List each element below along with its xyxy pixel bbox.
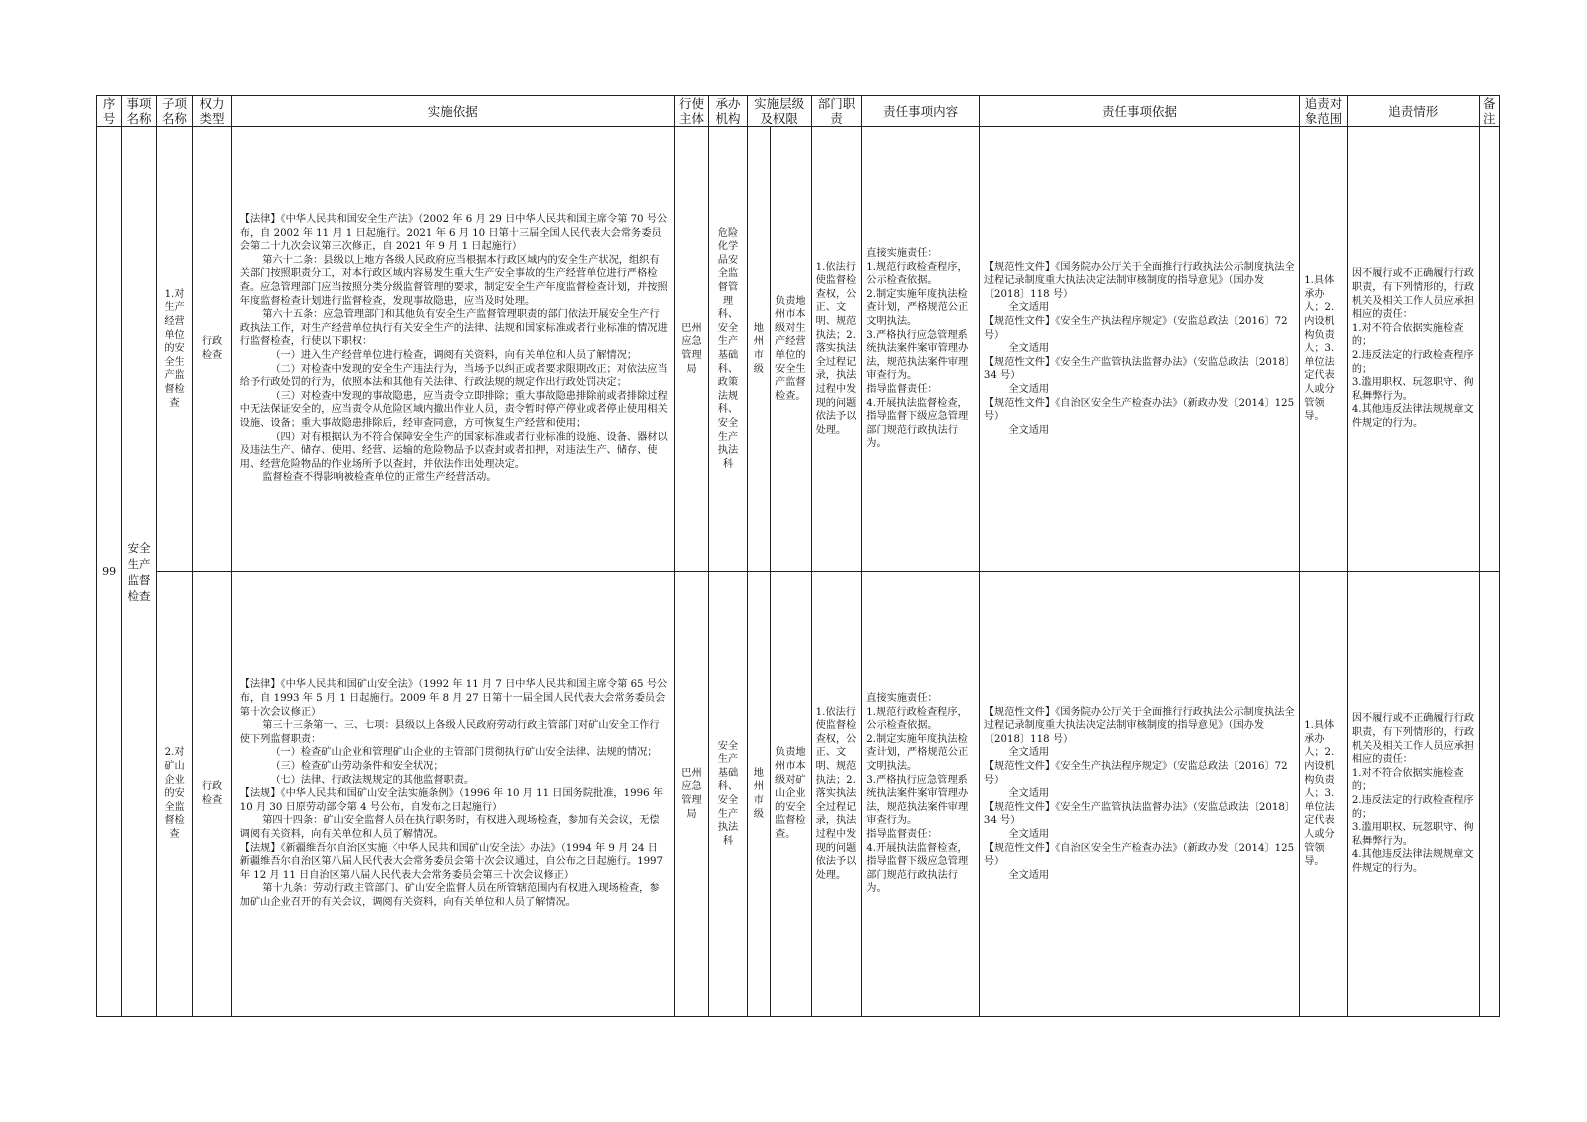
paragraph: 【法律】《中华人民共和国安全生产法》（2002 年 6 月 29 日中华人民共和国主席令第 70 号公布，自 2002 年 11 月 1 日起施行。2021 年 6 月 10 日第十三届全国人民代表大会常务委员会第二十九次会议第三次修正，自 2021 年 9 月 1 日起施行） <box>239 214 668 253</box>
situation-list <box>1352 712 1475 875</box>
resp-content-list <box>866 692 975 896</box>
paragraph: 【法律】《中华人民共和国矿山安全法》（1992 年 11 月 7 日中华人民共和国主席令第 65 号公布，自 1993 年 5 月 1 日起施行。2009 年 8 月 27 日第十一届全国人民代表大会常务委员会第十次会议修正） <box>239 679 668 718</box>
paragraph: 全文适用 <box>1008 828 1050 840</box>
level-cell: 地州市级 <box>747 127 770 572</box>
paragraph: 1.规范行政检查程序，公示检查依据。 <box>866 706 968 732</box>
paragraph: 直接实施责任： <box>866 693 938 705</box>
paragraph: 全文适用 <box>1008 302 1050 314</box>
remark-cell <box>1479 572 1499 1017</box>
paragraph: 【规范性文件】《国务院办公厅关于全面推行行政执法公示制度执法全过程记录制度重大执法决定法制审核制度的指导意见》（国办发〔2018〕118 号） <box>983 261 1295 300</box>
paragraph: 【规范性文件】《安全生产执法程序规定》（安监总政法〔2016〕72 号） <box>983 316 1288 341</box>
paragraph: 3.滥用职权、玩忽职守、徇私舞弊行为。 <box>1351 377 1474 402</box>
paragraph: 1.规范行政检查程序，公示检查依据。 <box>866 261 968 287</box>
header-power-type: 权力类型 <box>193 96 232 127</box>
header-scope: 追责对象范围 <box>1300 96 1348 127</box>
dept-duty-cell: 1.依法行使监督检查权，公正、文明、规范执法；2.落实执法全过程记录，执法过程中发现的问题依法予以处理。 <box>811 572 862 1017</box>
paragraph: 全文适用 <box>1008 343 1050 355</box>
paragraph: 因不履行或不正确履行行政职责，有下列情形的，行政机关及相关工作人员应承担相应的责任： <box>1351 713 1475 766</box>
paragraph: （三）对检查中发现的事故隐患，应当责令立即排除；重大事故隐患排除前或者排除过程中无法保证安全的，应当责令从危险区域内撤出作业人员，责令暂时停产停业或者停止使用相关设施、设备；重大事故隐患排除后，经审查同意，方可恢复生产经营和使用； <box>239 390 668 429</box>
header-subject: 行使主体 <box>674 96 708 127</box>
power-type-cell: 行政检查 <box>193 572 232 1017</box>
level-cell: 地州市级 <box>747 572 770 1017</box>
paragraph: 2.制定实施年度执法检查计划，严格规范公正文明执法。 <box>866 733 969 773</box>
paragraph: 【法规】《中华人民共和国矿山安全法实施条例》（1996 年 10 月 11 日国务院批准，1996 年 10 月 30 日原劳动部令第 4 号公布，自发布之日起施行） <box>239 788 663 813</box>
paragraph: 指导监督责任： <box>866 828 938 840</box>
situation-cell <box>1347 127 1479 572</box>
paragraph: 全文适用 <box>1008 424 1050 436</box>
paragraph: 监督检查不得影响被检查单位的正常生产经营活动。 <box>262 472 497 484</box>
paragraph: 第六十二条：县级以上地方各级人民政府应当根据本行政区域内的安全生产状况，组织有关部门按照职责分工，对本行政区域内容易发生重大生产安全事故的生产经营单位进行严格检查。应急管理部门应当按照分类分级监督管理的要求，制定安全生产年度监督检查计划，并按照年度监督检查计划进行监督检查，发现事故隐患，应当及时处理。 <box>239 254 668 307</box>
paragraph: 【规范性文件】《安全生产监管执法监督办法》（安监总政法〔2018〕34 号） <box>983 801 1296 827</box>
resp-content-cell <box>862 127 980 572</box>
paragraph: 第三十三条第一、三、七项：县级以上各级人民政府劳动行政主管部门对矿山安全工作行使下列监督职责： <box>239 720 660 745</box>
power-type-cell: 行政检查 <box>193 127 232 572</box>
scope-cell: 1.具体承办人；2.内设机构负责人；3.单位法定代表人或分管领导。 <box>1300 127 1348 572</box>
paragraph: （二）对检查中发现的安全生产违法行为，当场予以纠正或者要求限期改正；对依法应当给予行政处罚的行为，依照本法和其他有关法律、行政法规的规定作出行政处罚决定； <box>239 363 668 389</box>
basis-list <box>240 678 668 909</box>
paragraph: 【法规】《新疆维吾尔自治区实施〈中华人民共和国矿山安全法〉办法》（1994 年 9 月 24 日新疆维吾尔自治区第八届人民代表大会常务委员会第十次会议通过，自公布之日起施行。1997 年 12 月 11 日自治区第八届人民代表大会常务委员会第三十次会议修正） <box>239 842 664 881</box>
paragraph: 全文适用 <box>1008 383 1050 395</box>
subject-cell: 巴州应急管理局 <box>674 127 708 572</box>
dept-duty-cell: 1.依法行使监督检查权，公正、文明、规范执法；2.落实执法全过程记录，执法过程中发现的问题依法予以处理。 <box>811 127 862 572</box>
paragraph: 指导监督责任： <box>866 383 938 395</box>
paragraph: （七）法律、行政法规规定的其他监督职责。 <box>270 774 475 786</box>
level-power-cell: 负责地州市本级对生产经营单位的安全生产监督检查。 <box>771 127 812 572</box>
scope-cell: 1.具体承办人；2.内设机构负责人；3.单位法定代表人或分管领导。 <box>1300 572 1348 1017</box>
header-org: 承办机构 <box>709 96 748 127</box>
resp-basis-list <box>984 261 1295 438</box>
header-item-name: 事项名称 <box>122 96 156 127</box>
resp-content-cell <box>862 572 980 1017</box>
resp-basis-list <box>984 706 1295 883</box>
subject-cell: 巴州应急管理局 <box>674 572 708 1017</box>
seq-cell: 99 <box>97 127 122 1017</box>
paragraph: 4.开展执法监督检查，指导监督下级应急管理部门规范行政执法行为。 <box>866 842 969 895</box>
sub-name-cell: 1.对生产经营单位的安全生产监督检查 <box>156 127 192 572</box>
paragraph: 第四十四条：矿山安全监督人员在执行职务时，有权进入现场检查，参加有关会议，无偿调阅有关资料，向有关单位和人员了解情况。 <box>239 815 660 840</box>
power-list-sheet <box>96 95 1500 1017</box>
paragraph: （一）检查矿山企业和管理矿山企业的主管部门贯彻执行矿山安全法律、法规的情况； <box>270 747 658 759</box>
header-row <box>97 96 1500 127</box>
resp-basis-cell <box>979 127 1299 572</box>
paragraph: （三）检查矿山劳动条件和安全状况； <box>270 761 444 773</box>
header-dept-duty: 部门职责 <box>811 96 862 127</box>
paragraph: 因不履行或不正确履行行政职责，有下列情形的，行政机关及相关工作人员应承担相应的责任： <box>1351 268 1475 321</box>
resp-content-list <box>866 247 975 451</box>
org-cell: 安全生产基础科、安全生产执法科 <box>709 572 748 1017</box>
paragraph: 4.其他违反法律法规规章文件规定的行为。 <box>1351 404 1474 429</box>
paragraph: 【规范性文件】《国务院办公厅关于全面推行行政执法公示制度执法全过程记录制度重大执法决定法制审核制度的指导意见》（国办发〔2018〕118 号） <box>983 706 1295 745</box>
paragraph: 【规范性文件】《自治区安全生产检查办法》（新政办发〔2014〕125 号） <box>983 397 1295 423</box>
paragraph: （四）对有根据认为不符合保障安全生产的国家标准或者行业标准的设施、设备、器材以及违法生产、储存、使用、经营、运输的危险物品予以查封或者扣押，对违法生产、储存、使用、经营危险物品的作业场所予以查封，并依法作出处理决定。 <box>239 431 668 470</box>
header-resp-content: 责任事项内容 <box>862 96 980 127</box>
situation-list <box>1352 267 1475 430</box>
paragraph: 【规范性文件】《安全生产监管执法监督办法》（安监总政法〔2018〕34 号） <box>983 356 1296 382</box>
power-list-table <box>96 95 1500 1017</box>
basis-cell <box>231 572 674 1017</box>
situation-cell <box>1347 572 1479 1017</box>
header-resp-basis: 责任事项依据 <box>979 96 1299 127</box>
paragraph: 4.开展执法监督检查，指导监督下级应急管理部门规范行政执法行为。 <box>866 397 969 450</box>
table-row <box>97 572 1500 1017</box>
header-level: 实施层级及权限 <box>747 96 811 127</box>
header-remark: 备注 <box>1479 96 1499 127</box>
org-cell: 危险化学品安全监督管理科、安全生产基础科、政策法规科、安全生产执法科 <box>709 127 748 572</box>
paragraph: 【规范性文件】《自治区安全生产检查办法》（新政办发〔2014〕125 号） <box>983 842 1295 868</box>
resp-basis-cell <box>979 572 1299 1017</box>
paragraph: （一）进入生产经营单位进行检查，调阅有关资料，向有关单位和人员了解情况； <box>270 350 638 361</box>
paragraph: 4.其他违反法律法规规章文件规定的行为。 <box>1351 849 1474 874</box>
paragraph: 【规范性文件】《安全生产执法程序规定》（安监总政法〔2016〕72 号） <box>983 761 1288 786</box>
paragraph: 全文适用 <box>1008 788 1050 800</box>
level-power-cell: 负责地州市本级对矿山企业的安全监督检查。 <box>771 572 812 1017</box>
item-name-cell: 安全生产监督检查 <box>122 127 156 1017</box>
paragraph: 2.制定实施年度执法检查计划，严格规范公正文明执法。 <box>866 288 969 328</box>
remark-cell <box>1479 127 1499 572</box>
header-sub-name: 子项名称 <box>156 96 192 127</box>
header-situation: 追责情形 <box>1347 96 1479 127</box>
paragraph: 全文适用 <box>1008 747 1050 759</box>
paragraph: 2.违反法定的行政检查程序的； <box>1351 350 1474 375</box>
paragraph: 2.违反法定的行政检查程序的； <box>1351 795 1474 820</box>
table-row <box>97 127 1500 572</box>
header-seq: 序号 <box>97 96 122 127</box>
paragraph: 第六十五条：应急管理部门和其他负有安全生产监督管理职责的部门依法开展安全生产行政执法工作，对生产经营单位执行有关安全生产的法律、法规和国家标准或者行业标准的情况进行监督检查，行使以下职权： <box>239 309 668 348</box>
basis-list <box>240 213 668 485</box>
paragraph: 全文适用 <box>1008 869 1050 881</box>
paragraph: 3.严格执行应急管理系统执法案件案审管理办法，规范执法案件审理审查行为。 <box>866 329 969 382</box>
paragraph: 1.对不符合依据实施检查的； <box>1351 767 1464 793</box>
sub-name-cell: 2.对矿山企业的安全监督检查 <box>156 572 192 1017</box>
paragraph: 直接实施责任： <box>866 248 938 260</box>
paragraph: 1.对不符合依据实施检查的； <box>1351 322 1464 348</box>
basis-cell <box>231 127 674 572</box>
paragraph: 3.严格执行应急管理系统执法案件案审管理办法，规范执法案件审理审查行为。 <box>866 774 969 827</box>
header-basis: 实施依据 <box>231 96 674 127</box>
paragraph: 第十九条：劳动行政主管部门、矿山安全监督人员在所管辖范围内有权进入现场检查，参加矿山企业召开的有关会议，调阅有关资料，向有关单位和人员了解情况。 <box>239 883 660 908</box>
paragraph: 3.滥用职权、玩忽职守、徇私舞弊行为。 <box>1351 822 1474 847</box>
